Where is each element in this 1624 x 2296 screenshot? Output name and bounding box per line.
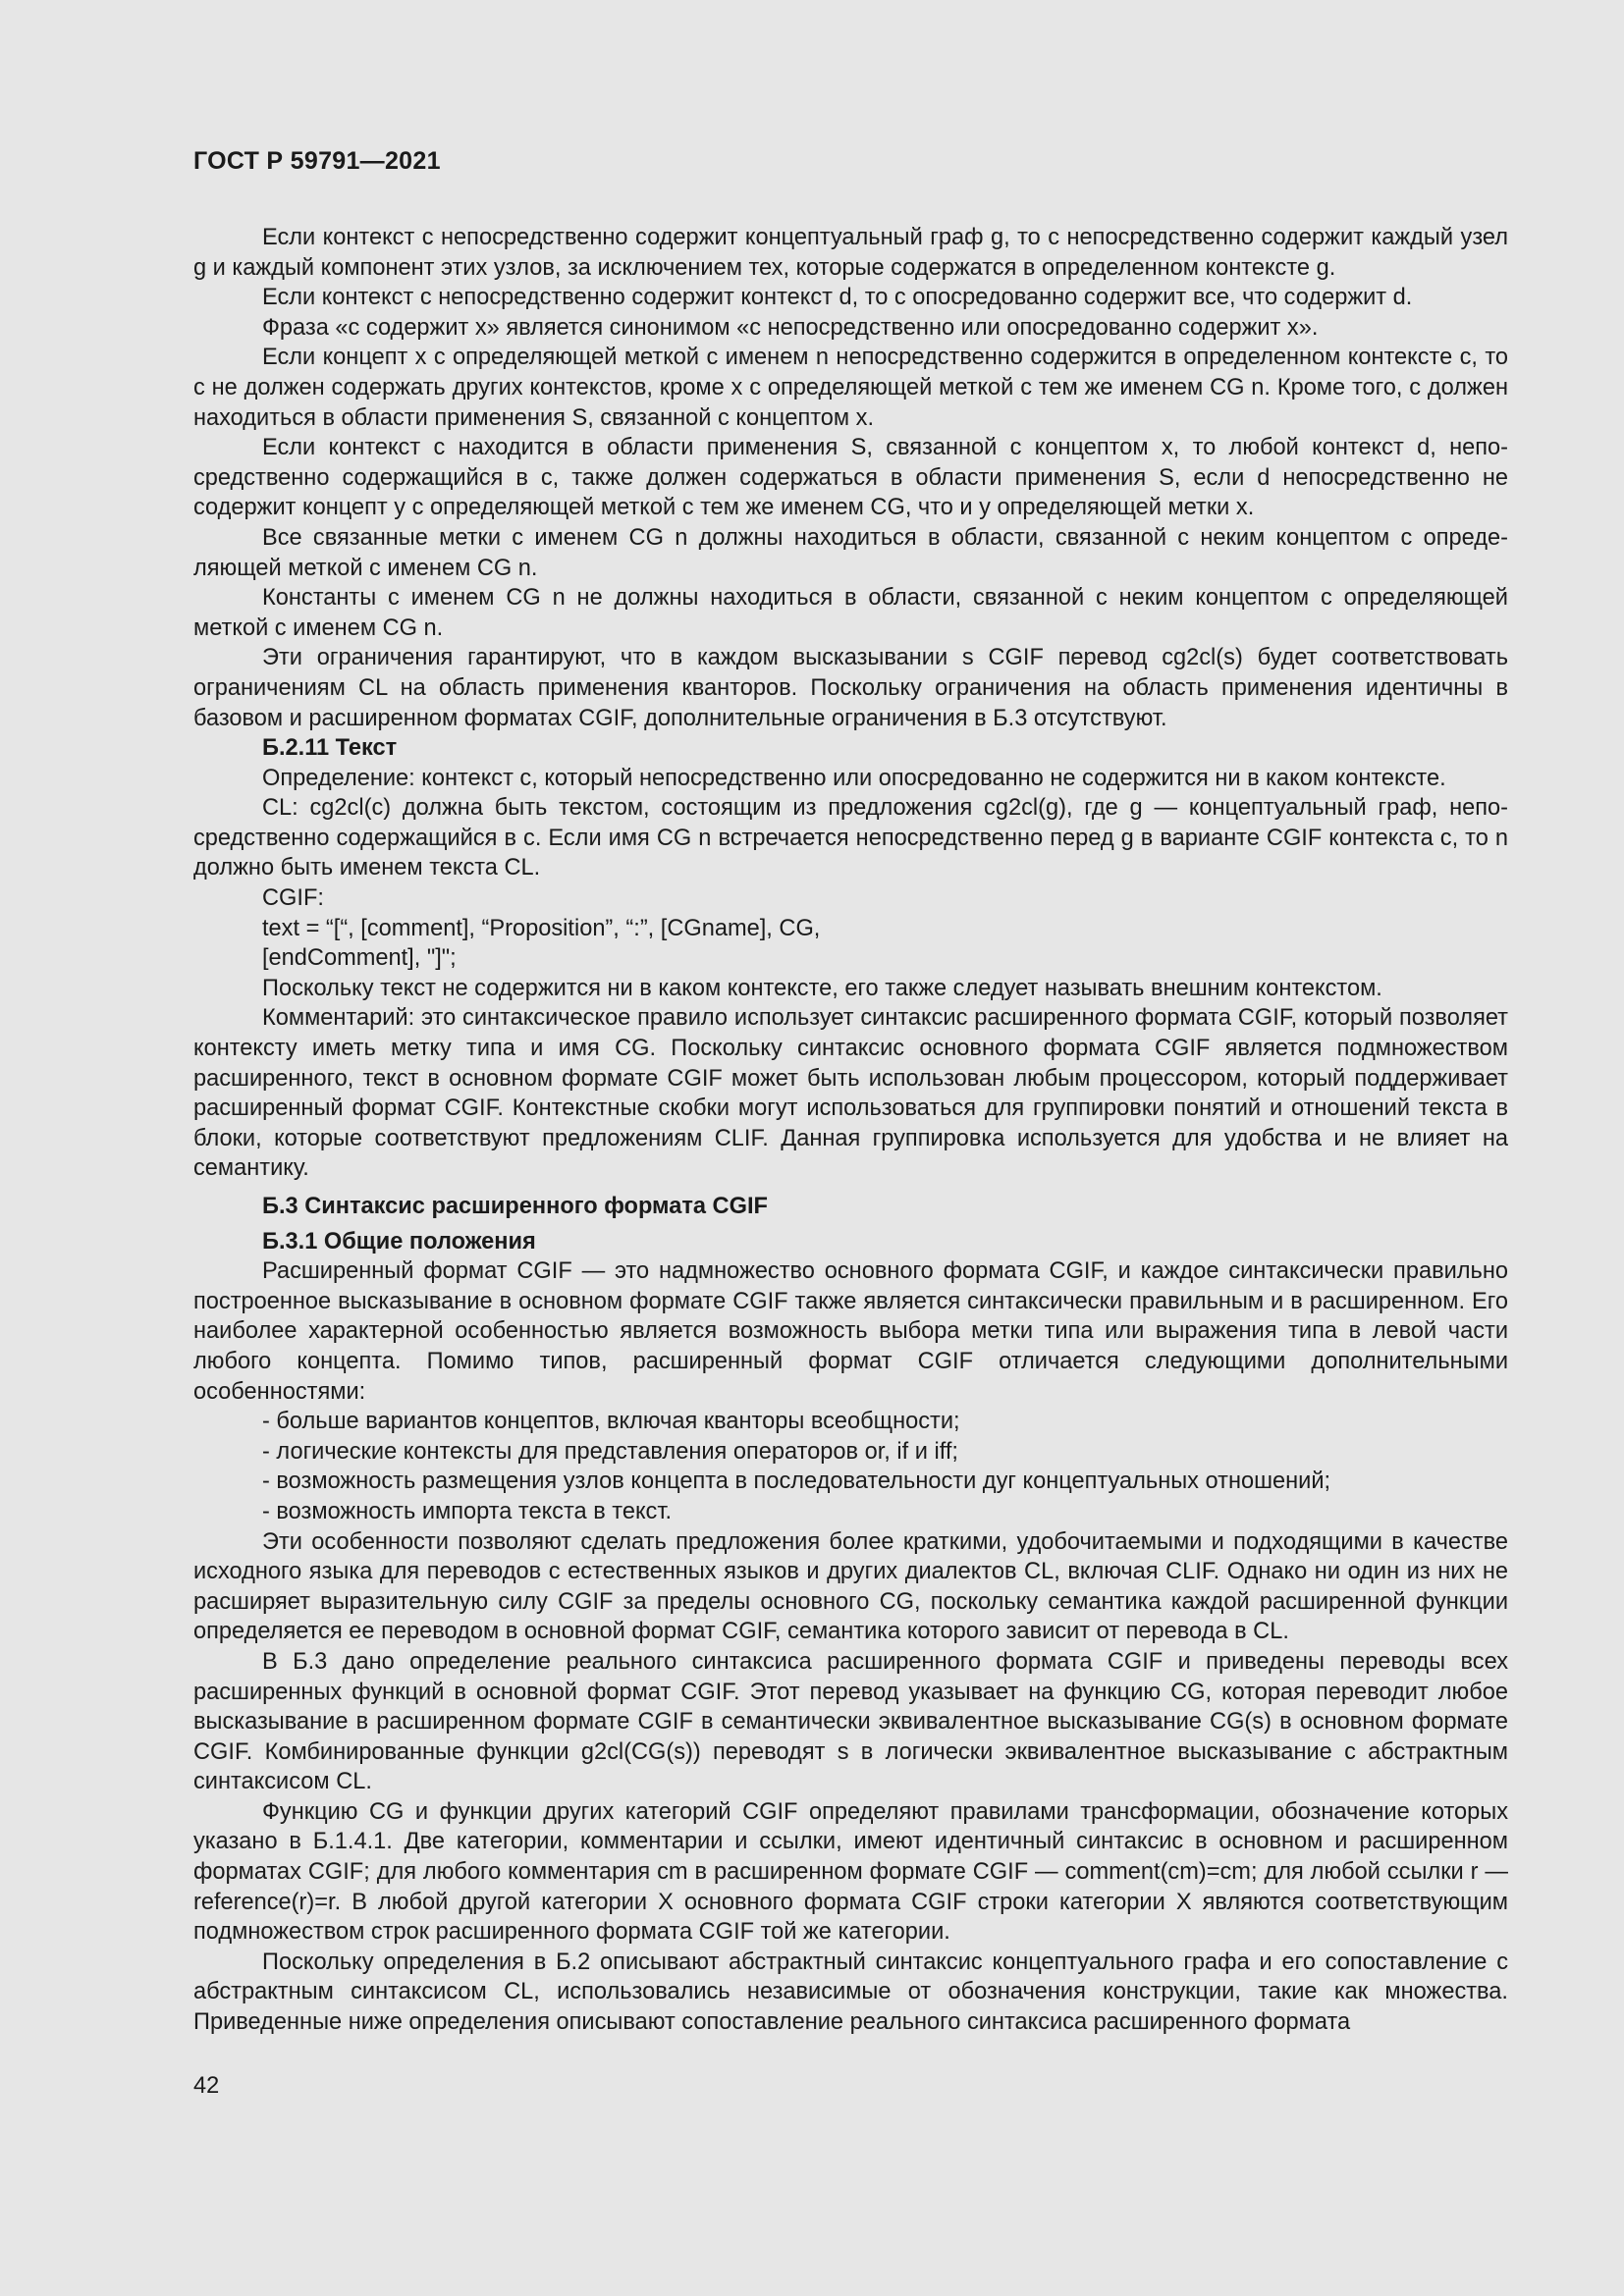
- document-body: [193, 223, 1508, 2038]
- section-heading-b3: Б.3 Синтаксис расширенного формата CGIF: [262, 1194, 768, 1219]
- document-header: ГОСТ Р 59791—2021: [193, 147, 441, 175]
- page-number: 42: [193, 2073, 220, 2099]
- code-line: text = “[“, [comment], “Proposition”, “:”, [CGname], CG,: [262, 915, 821, 941]
- section-heading-b31: Б.3.1 Общие положения: [262, 1228, 536, 1255]
- paragraph: CL: cg2cl(c) должна быть текстом, состоящим из предложения cg2cl(g), где g — концептуальный граф, непосредственно содержащийся в c. Если имя CG n встречается непосредственно перед g в варианте CGIF контекста c, то n должно быть именем текста CL.: [193, 795, 1508, 881]
- paragraph: Все связанные метки с именем CG n должны находиться в области, связанной с неким концептом с определяющей меткой с именем CG n.: [193, 524, 1508, 581]
- paragraph: Если концепт x с определяющей меткой с именем n непосредственно содержится в определенном контексте c, то c не должен содержать других контекстов, кроме x с определяющей меткой с тем же именем CG n. Кроме того, c должен находиться в области применения S, связанной с концептом x.: [193, 345, 1508, 431]
- list-item: - логические контексты для представления операторов or, if и iff;: [262, 1438, 958, 1465]
- list-item: - больше вариантов концептов, включая кванторы всеобщности;: [262, 1409, 960, 1435]
- section-heading-b211: Б.2.11 Текст: [262, 735, 398, 762]
- paragraph: Поскольку текст не содержится ни в каком контексте, его также следует называть внешним контекстом.: [262, 975, 1382, 1001]
- paragraph: В Б.3 дано определение реального синтаксиса расширенного формата CGIF и приведены переводы всех расширенных функций в основной формат CGIF. Этот перевод указывает на функцию CG, которая переводит любое высказывание в расширенном формате CGIF в семантически эквивалентное высказывание CG(s) в основном формате CGIF. Комбинированные функции g2cl(CG(s)) переводят s в логически эквивалентное высказывание с абстрактным синтаксисом CL.: [193, 1648, 1508, 1795]
- paragraph: Если контекст c непосредственно содержит контекст d, то c опосредованно содержит все, что содержит d.: [262, 285, 1413, 311]
- paragraph: Комментарий: это синтаксическое правило использует синтаксис расширенного формата CGIF, который позволяет контексту иметь метку типа и имя CG. Поскольку синтаксис основного формата CGIF является подмножеством расширенного, текст в основном формате CGIF может быть использован любым процессором, который поддерживает расширенный формат CGIF. Контекстные скобки могут использоваться для группировки понятий и отношений текста в блоки, которые соответствуют предложениям CLIF. Данная группировка используется для удобства и не влияет на семантику.: [193, 1005, 1508, 1182]
- list-item: - возможность размещения узлов концепта в последовательности дуг концептуальных отношений;: [262, 1468, 1331, 1495]
- paragraph: Поскольку определения в Б.2 описывают абстрактный синтаксис концептуального графа и его сопоставление с абстрактным синтаксисом CL, использовались независимые от обозначения конструкции, такие как множества. Приведенные ниже определения описывают сопоставление реального синтаксиса расширенного формата: [193, 1949, 1508, 2036]
- code-line: [endComment], "]";: [262, 945, 457, 972]
- paragraph: Если контекст c непосредственно содержит концептуальный граф g, то c непосредственно содержит каждый узел g и каждый компонент этих узлов, за исключением тех, которые содержатся в определенном контексте g.: [193, 225, 1508, 281]
- paragraph: Эти ограничения гарантируют, что в каждом высказывании s CGIF перевод cg2cl(s) будет соответствовать ограничениям CL на область применения кванторов. Поскольку ограничения на область применения идентичны в базовом и расширенном форматах CGIF, дополнительные ограничения в Б.3 отсутствуют.: [193, 645, 1508, 731]
- paragraph: Функцию CG и функции других категорий CGIF определяют правилами трансформации, обозначение которых указано в Б.1.4.1. Две категории, комментарии и ссылки, имеют идентичный синтаксис в основном и расширенном форматах CGIF; для любого комментария cm в расширенном формате CGIF — comment(cm)=cm; для любой ссылки r — reference(r)=r. В любой другой категории X основного формата CGIF строки категории X являются соответствующим подмножеством строк расширенного формата CGIF той же категории.: [193, 1798, 1508, 1946]
- paragraph: Константы с именем CG n не должны находиться в области, связанной с неким концептом с определяющей меткой с именем CG n.: [193, 585, 1508, 641]
- paragraph: Расширенный формат CGIF — это надмножество основного формата CGIF, и каждое синтаксически правильно построенное высказывание в основном формате CGIF также является синтаксически правильным и в расширенном. Его наиболее характерной особенностью является возможность выбора метки типа или выражения типа в левой части любого концепта. Помимо типов, расширенный формат CGIF отличается следующими дополнительными особенностями:: [193, 1258, 1508, 1405]
- paragraph: Фраза «c содержит x» является синонимом «c непосредственно или опосредованно содержит x».: [262, 314, 1319, 341]
- paragraph: Определение: контекст c, который непосредственно или опосредованно не содержится ни в каком контексте.: [262, 765, 1446, 791]
- code-line: CGIF:: [262, 885, 324, 912]
- paragraph: Эти особенности позволяют сделать предложения более краткими, удобочитаемыми и подходящими в качестве исходного языка для переводов с естественных языков и других диалектов CL, включая CLIF. Однако ни один из них не расширяет выразительную силу CGIF за пределы основного CG, поскольку семантика каждой расширенной функции определяется ее переводом в основной формат CGIF, семантика которого зависит от перевода в CL.: [193, 1528, 1508, 1645]
- paragraph: Если контекст c находится в области применения S, связанной с концептом x, то любой контекст d, непосредственно содержащийся в c, также должен содержаться в области применения S, если d непосредственно не содержит концепт y с определяющей меткой с тем же именем CG, что и у определяющей метки x.: [193, 435, 1508, 521]
- list-item: - возможность импорта текста в текст.: [262, 1498, 673, 1524]
